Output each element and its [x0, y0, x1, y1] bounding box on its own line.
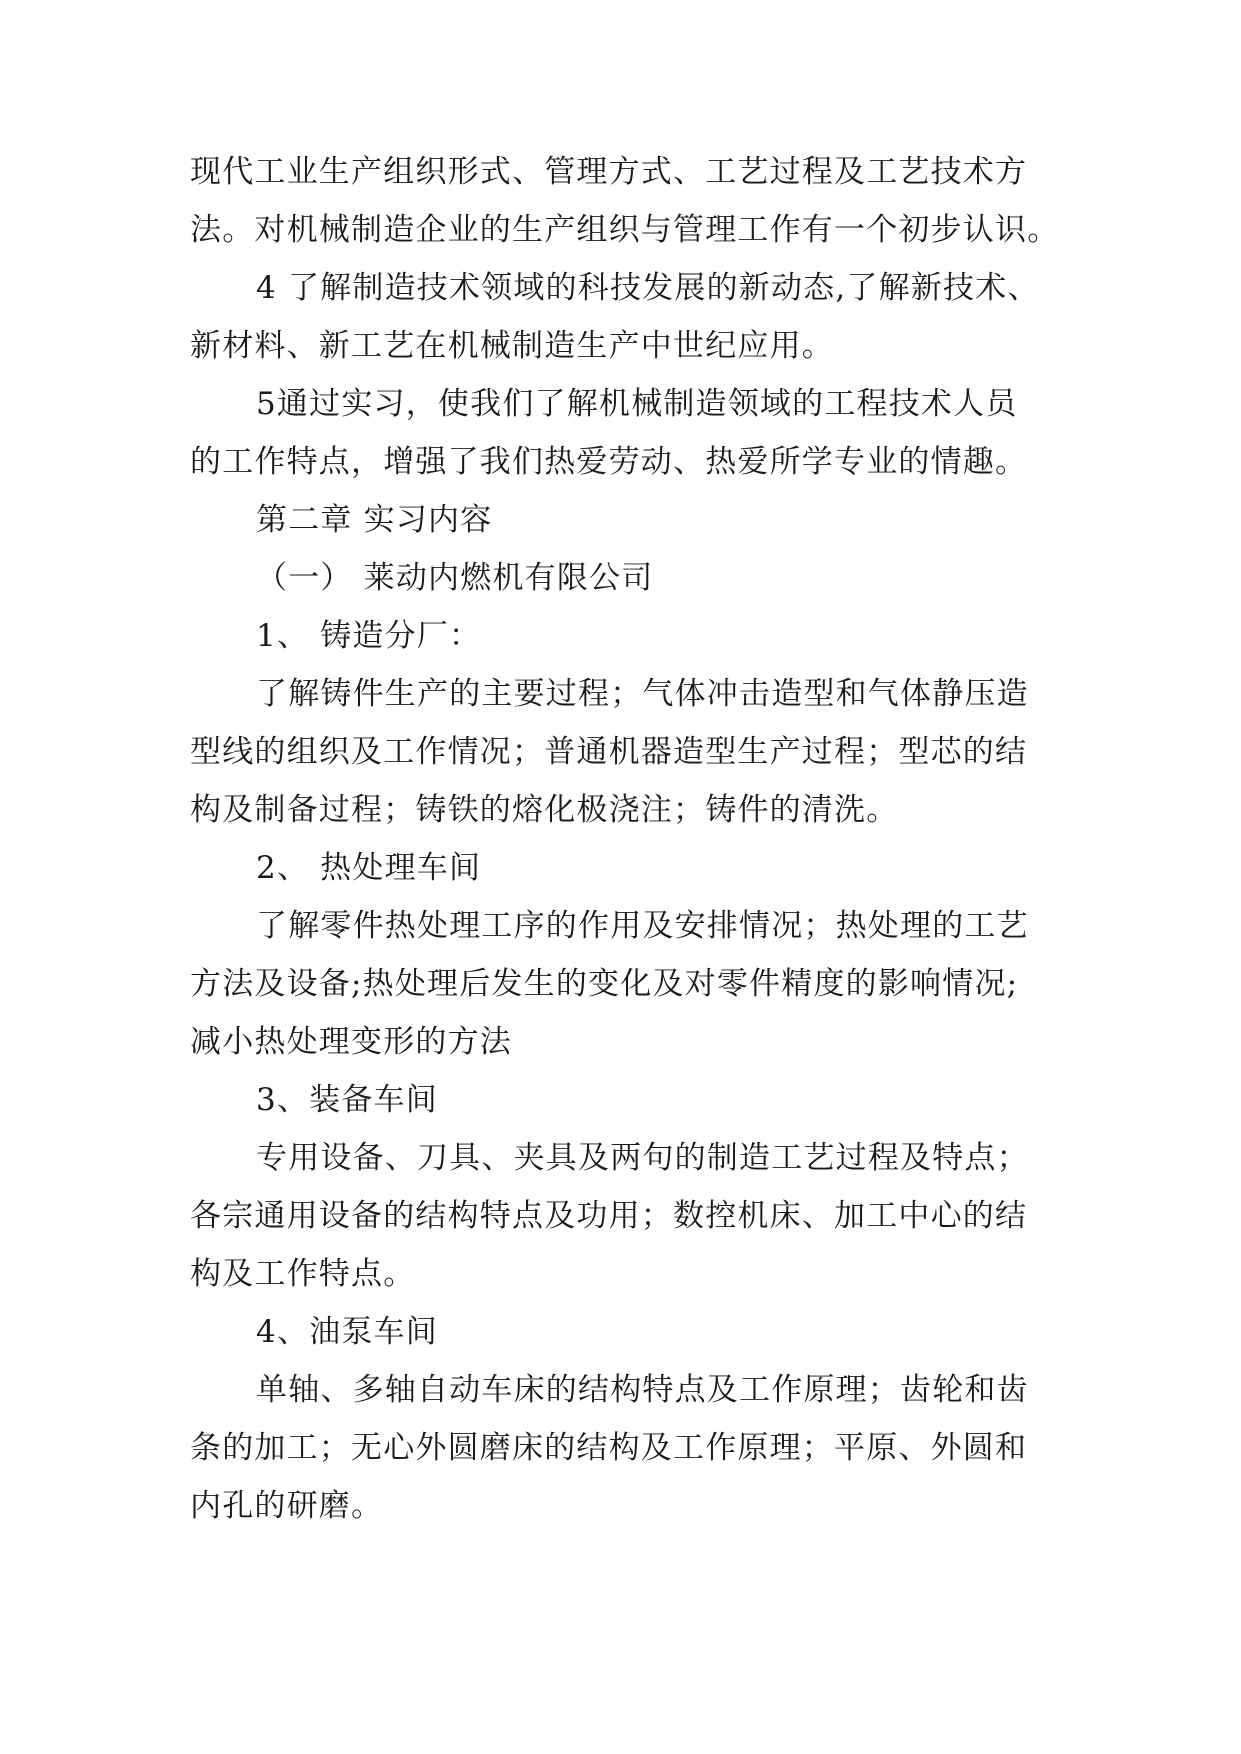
subsection-heading: 1、 铸造分厂：: [256, 618, 482, 654]
subsection-heading: 3、装备车间: [256, 1082, 438, 1118]
paragraph-line: 新材料、新工艺在机械制造生产中世纪应用。: [190, 328, 834, 364]
chapter-heading: 第二章 实习内容: [256, 502, 493, 538]
paragraph-line: 了解铸件生产的主要过程；气体冲击造型和气体静压造: [256, 676, 1029, 712]
paragraph-line: 减小热处理变形的方法: [190, 1024, 512, 1060]
paragraph-line: 法。对机械制造企业的生产组织与管理工作有一个初步认识。: [190, 212, 1060, 248]
paragraph-line: 5通过实习，使我们了解机械制造领域的工程技术人员: [256, 386, 1018, 422]
paragraph-line: 4 了解制造技术领域的科技发展的新动态,了解新技术、: [256, 270, 1040, 306]
paragraph-line: 现代工业生产组织形式、管理方式、工艺过程及工艺技术方: [190, 154, 1028, 190]
paragraph-line: 各宗通用设备的结构特点及功用；数控机床、加工中心的结: [190, 1198, 1028, 1234]
paragraph-line: 了解零件热处理工序的作用及安排情况；热处理的工艺: [256, 908, 1029, 944]
paragraph-line: 内孔的研磨。: [190, 1488, 384, 1524]
paragraph-line: 条的加工；无心外圆磨床的结构及工作原理；平原、外圆和: [190, 1430, 1028, 1466]
paragraph-line: 的工作特点，增强了我们热爱劳动、热爱所学专业的情趣。: [190, 444, 1028, 480]
paragraph-line: 型线的组织及工作情况；普通机器造型生产过程；型芯的结: [190, 734, 1028, 770]
paragraph-line: 专用设备、刀具、夹具及两句的制造工艺过程及特点；: [256, 1140, 1029, 1176]
paragraph-line: 方法及设备;热处理后发生的变化及对零件精度的影响情况;: [190, 966, 1019, 1002]
paragraph-line: 构及工作特点。: [190, 1256, 416, 1292]
subsection-heading: 4、油泵车间: [256, 1314, 438, 1350]
paragraph-line: 构及制备过程；铸铁的熔化极浇注；铸件的清洗。: [190, 792, 899, 828]
section-heading: （一） 莱动内燃机有限公司: [256, 560, 654, 596]
paragraph-line: 单轴、多轴自动车床的结构特点及工作原理；齿轮和齿: [256, 1372, 1029, 1408]
subsection-heading: 2、 热处理车间: [256, 850, 482, 886]
